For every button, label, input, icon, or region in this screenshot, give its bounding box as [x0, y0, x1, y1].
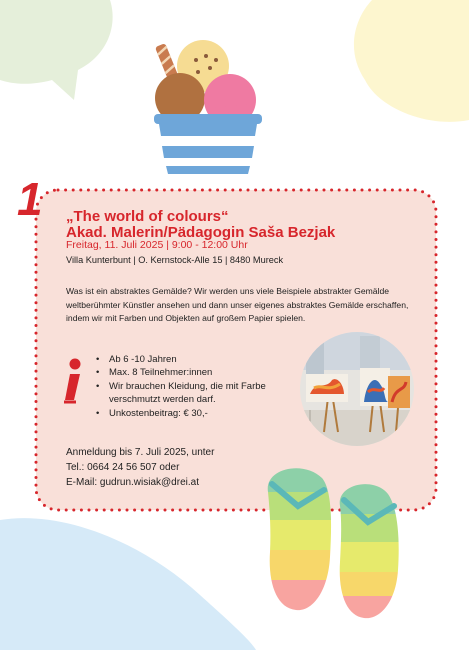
registration-email[interactable]: E-Mail: gudrun.wisiak@drei.at: [66, 477, 199, 488]
info-list: [96, 353, 306, 420]
info-list-item: • Ab 6 -10 Jahren: [96, 353, 306, 366]
event-instructor: Akad. Malerin/Pädagogin Saša Bezjak: [66, 224, 336, 241]
info-list-item: • Unkostenbeitrag: € 30,-: [96, 407, 306, 420]
event-number: 1: [17, 173, 43, 225]
flip-flops-icon: [262, 462, 412, 622]
paintings-on-easels-photo: [300, 332, 414, 446]
registration-deadline: Anmeldung bis 7. Juli 2025, unter: [66, 447, 215, 458]
info-i-icon: [62, 358, 84, 406]
info-list-item: • Wir brauchen Kleidung, die mit Farbe verschmutzt werden darf.: [96, 380, 306, 407]
registration-phone[interactable]: Tel.: 0664 24 56 507 oder: [66, 462, 180, 473]
event-date: Freitag, 11. Juli 2025 | 9:00 - 12:00 Uhr: [66, 239, 248, 251]
event-description: Was ist ein abstraktes Gemälde? Wir werden uns viele Beispiele abstrakter Gemälde weltberühmter Künstler ansehen und dann unser eigenes abstraktes Gemälde erschaffen, indem wir mit Farben und Objekten auf großem Papier spielen.: [66, 286, 409, 324]
registration-info: [66, 445, 214, 490]
event-title: „The world of colours“: [66, 208, 229, 225]
info-list-item: • Max. 8 Teilnehmer:innen: [96, 366, 306, 379]
event-location: Villa Kunterbunt | O. Kernstock-Alle 15 | 8480 Mureck: [66, 255, 284, 265]
